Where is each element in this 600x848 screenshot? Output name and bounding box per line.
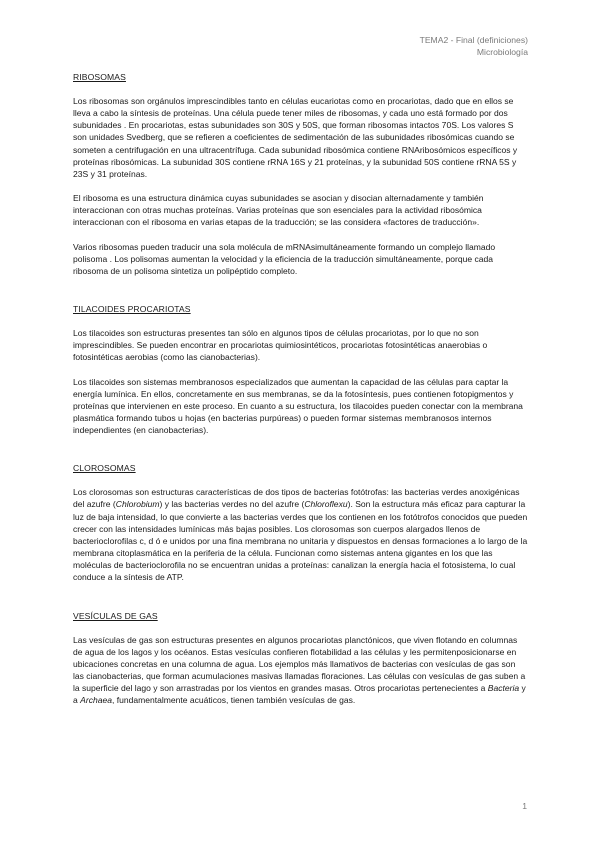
document-body xyxy=(73,72,528,733)
section-vesiculas-de-gas xyxy=(73,611,528,707)
paragraph: El ribosoma es una estructura dinámica cuyas subunidades se asocian y disocian alternadamente y también interaccionan con otras muchas proteínas. Varias proteínas que son esenciales para la actividad ribosómica interaccionan con el ribosoma en varias etapas de la traducción; se las considera «factores de traducción». xyxy=(73,193,484,228)
page-header xyxy=(420,35,528,58)
paragraph: Los clorosomas son estructuras características de dos tipos de bacterias fotótrofas: las bacterias verdes anoxigénicas del azufre (Chlorobium) y las bacterias verdes no del azufre (Chloroflexu). Son la estructura más eficaz para capturar la luz de baja intensidad, lo que convierte a las bacterias verdes que los contienen en los fotótrofos conocidos que pueden crecer con las intensidades lumínicas más bajas posibles. Los clorosomas son cuerpos alargados llenos de bacterioclorofilas c, d ó e unidos por una fina membrana no unitaria y dispuestos en densas formaciones a lo largo de la membrana citoplasmática en la periferia de la célula. Funcionan como sistemas antena gigantes en los que las moléculas de bacterioclorofila no se encuentran unidas a proteínas: canalizan la energía hacia el fotosistema, lo cual conduce a la síntesis de ATP. xyxy=(73,487,528,583)
paragraph: Las vesículas de gas son estructuras presentes en algunos procariotas planctónicos, que viven flotando en columnas de agua de los lagos y los océanos. Estas vesículas confieren flotabilidad a las células y les permitenposicionarse en ubicaciones concretas en una columna de agua. Los ejemplos más llamativos de bacterias con vesículas de gas son las cianobacterias, que forman acumulaciones masivas llamadas floraciones. Las células con vesículas de gas suben a la superficie del lago y son arrastradas por los vientos en grandes masas. Otros procariotas pertenecientes a Bacteria y a Archaea, fundamentalmente acuáticos, tienen también vesículas de gas. xyxy=(73,634,526,706)
paragraph: Los tilacoides son estructuras presentes tan sólo en algunos tipos de células procariotas, por lo que no son imprescindibles. Se pueden encontrar en procariotas quimiosintéticos, procariotas fotosintéticas anaerobias o fotosintéticas aerobias (como las cianobacterias). xyxy=(73,328,488,363)
header-subject: Microbiología xyxy=(476,46,528,57)
section-title: TILACOIDES PROCARIOTAS xyxy=(73,304,191,315)
section-ribosomas xyxy=(73,72,528,277)
paragraph: Los tilacoides son sistemas membranosos especializados que aumentan la capacidad de las células para captar la energía lumínica. En ellos, concretamente en sus membranas, se da la fotosíntesis, pues contienen fotopigmentos y proteínas que intervienen en este proceso. En cuanto a su estructura, los tilacoides pueden conectar con la membrana plasmática formando tubos u hojas (en bacterias purpúreas) o pueden formar sistemas membranosos internos independientes (en cianobacterias). xyxy=(73,376,523,436)
paragraph: Los ribosomas son orgánulos imprescindibles tanto en células eucariotas como en procariotas, dado que en ellos se lleva a cabo la síntesis de proteínas. Una célula puede tener miles de ribosomas, y cada uno está formado por dos subunidades . En procariotas, estas subunidades son 30S y 50S, que forman ribosomas intactos 70S. Los valores S son unidades Svedberg, que se refieren a coeficientes de sedimentación de las subunidades ribosómicas cuando se someten a centrifugación en una ultracentrífuga. Cada subunidad ribosómica contiene RNAribosómicos específicos y proteínas ribosómicas. La subunidad 30S contiene rRNA 16S y 21 proteínas, y la subunidad 50S contiene rRNA 5S y 23S y 31 proteínas. xyxy=(73,96,518,179)
header-title: TEMA2 - Final (definiciones) xyxy=(419,35,528,45)
section-title: VESÍCULAS DE GAS xyxy=(73,610,158,621)
section-tilacoides xyxy=(73,304,528,436)
paragraph: Varios ribosomas pueden traducir una sola molécula de mRNAsimultáneamente formando un complejo llamado polisoma . Los polisomas aumentan la velocidad y la eficiencia de la traducción simultáneamente, porque cada ribosoma de un polisoma sintetiza un polipéptido completo. xyxy=(73,241,496,276)
section-title: CLOROSOMAS xyxy=(73,463,136,474)
section-title: RIBOSOMAS xyxy=(73,72,126,82)
page-number: 1 xyxy=(522,801,527,811)
section-clorosomas xyxy=(73,463,528,583)
